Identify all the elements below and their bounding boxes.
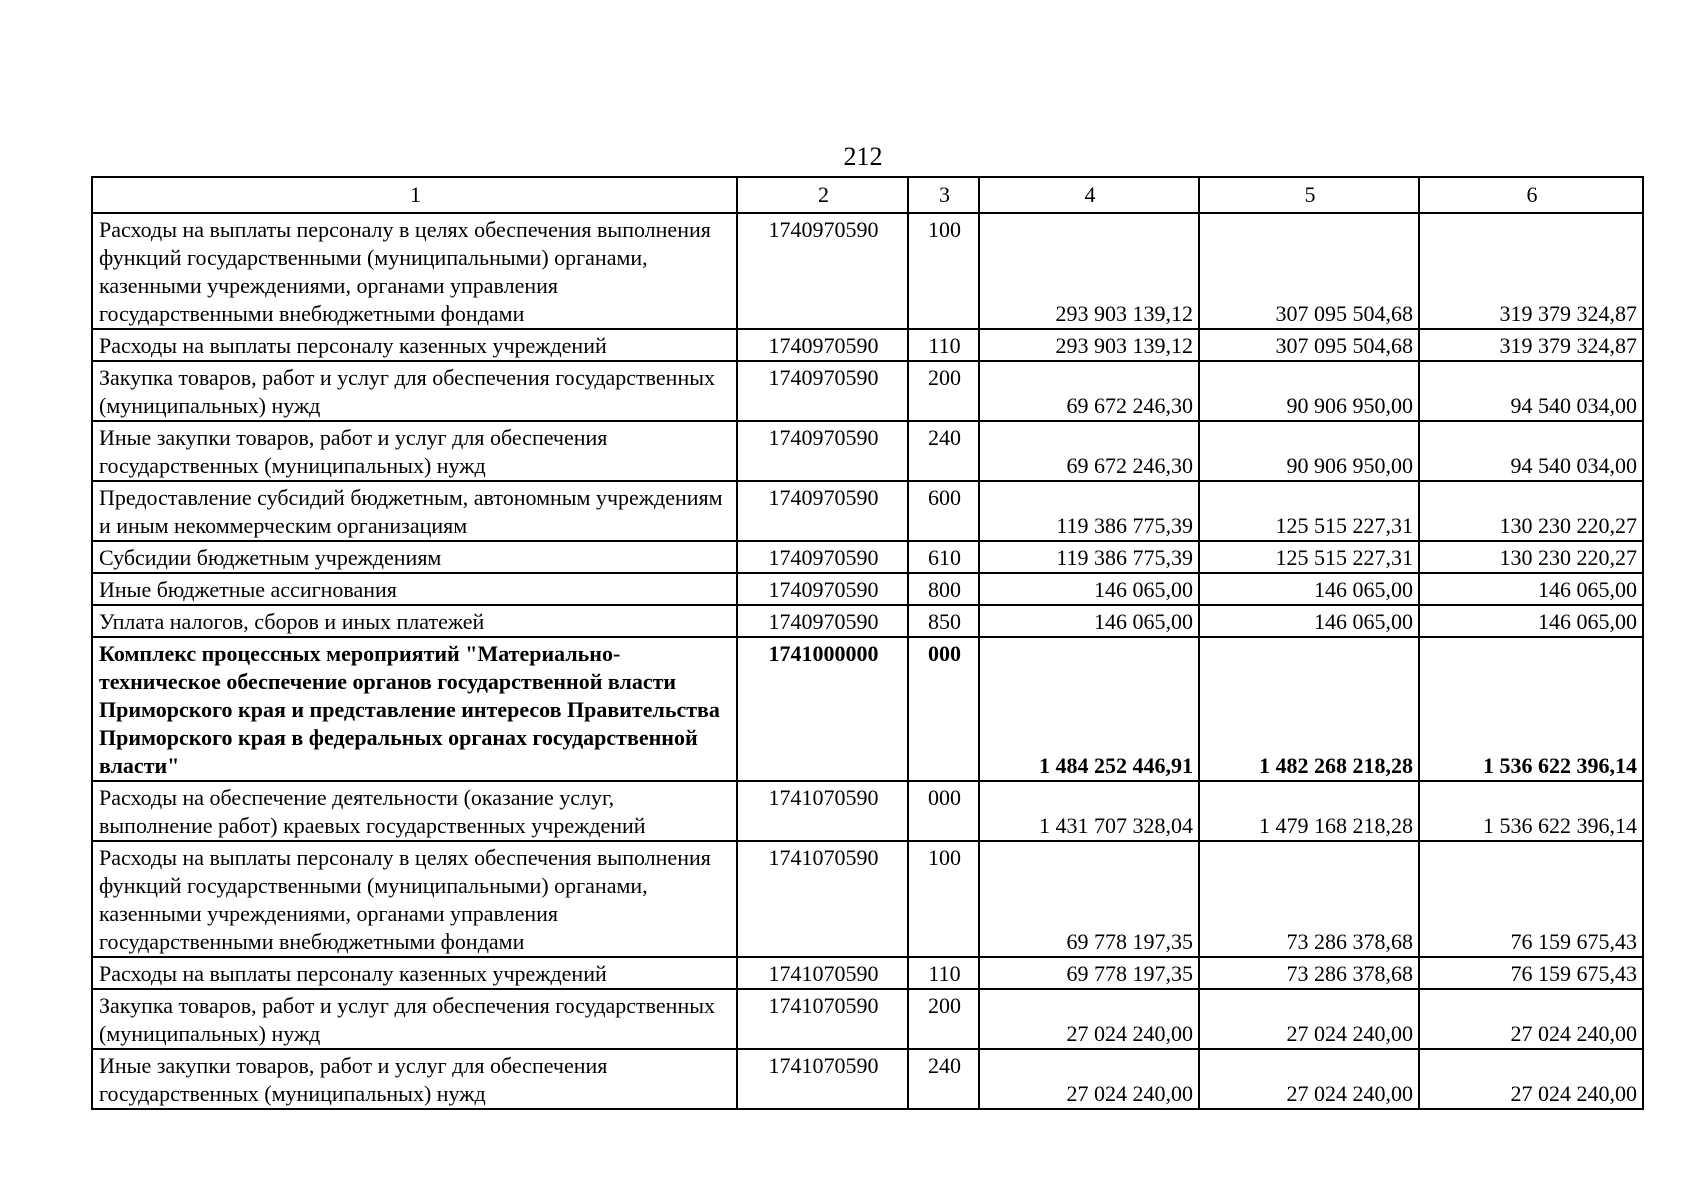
table-row — [92, 213, 1643, 329]
header-cell: 6 — [1419, 177, 1643, 213]
row-value-col4-cell: 119 386 775,39 — [979, 541, 1199, 573]
row-name-cell: Расходы на выплаты персоналу казенных учреждений — [92, 957, 737, 989]
table-row — [92, 421, 1643, 481]
row-value-col6-cell: 76 159 675,43 — [1419, 841, 1643, 957]
row-kvr-cell: 240 — [908, 421, 979, 481]
row-name-cell: Расходы на выплаты персоналу казенных учреждений — [92, 329, 737, 361]
row-value-col5-cell: 307 095 504,68 — [1199, 213, 1419, 329]
row-name-cell: Закупка товаров, работ и услуг для обеспечения государственных (муниципальных) нужд — [92, 989, 737, 1049]
row-value-col5-cell: 73 286 378,68 — [1199, 841, 1419, 957]
row-value-col4-cell: 146 065,00 — [979, 605, 1199, 637]
row-kvr-cell: 000 — [908, 637, 979, 781]
row-value-col4-cell: 1 484 252 446,91 — [979, 637, 1199, 781]
header-cell: 3 — [908, 177, 979, 213]
row-value-col5-cell: 146 065,00 — [1199, 605, 1419, 637]
row-name-cell: Иные бюджетные ассигнования — [92, 573, 737, 605]
row-code-cell: 1741070590 — [737, 781, 908, 841]
row-value-col6-cell: 76 159 675,43 — [1419, 957, 1643, 989]
row-value-col5-cell: 90 906 950,00 — [1199, 421, 1419, 481]
row-kvr-cell: 000 — [908, 781, 979, 841]
table-header-row — [92, 177, 1643, 213]
row-value-col5-cell: 125 515 227,31 — [1199, 481, 1419, 541]
row-code-cell: 1741070590 — [737, 989, 908, 1049]
row-kvr-cell: 800 — [908, 573, 979, 605]
row-name-cell: Расходы на выплаты персоналу в целях обеспечения выполнения функций государственными (муниципальными) органами, казенными учреждениями, органами управления государственными внебюджетными фондами — [92, 841, 737, 957]
row-name-cell: Расходы на выплаты персоналу в целях обеспечения выполнения функций государственными (муниципальными) органами, казенными учреждениями, органами управления государственными внебюджетными фондами — [92, 213, 737, 329]
row-name-cell: Закупка товаров, работ и услуг для обеспечения государственных (муниципальных) нужд — [92, 361, 737, 421]
row-value-col4-cell: 69 672 246,30 — [979, 361, 1199, 421]
row-kvr-cell: 110 — [908, 329, 979, 361]
row-code-cell: 1740970590 — [737, 481, 908, 541]
table-row — [92, 361, 1643, 421]
row-code-cell: 1740970590 — [737, 213, 908, 329]
header-cell: 1 — [92, 177, 737, 213]
table-body — [92, 177, 1643, 1109]
row-value-col5-cell: 27 024 240,00 — [1199, 989, 1419, 1049]
row-kvr-cell: 100 — [908, 213, 979, 329]
row-value-col5-cell: 125 515 227,31 — [1199, 541, 1419, 573]
row-kvr-cell: 600 — [908, 481, 979, 541]
row-value-col6-cell: 146 065,00 — [1419, 605, 1643, 637]
table-row — [92, 605, 1643, 637]
row-value-col4-cell: 27 024 240,00 — [979, 989, 1199, 1049]
row-value-col4-cell: 69 778 197,35 — [979, 957, 1199, 989]
row-name-cell: Расходы на обеспечение деятельности (оказание услуг, выполнение работ) краевых государственных учреждений — [92, 781, 737, 841]
row-kvr-cell: 240 — [908, 1049, 979, 1109]
row-kvr-cell: 850 — [908, 605, 979, 637]
row-value-col5-cell: 90 906 950,00 — [1199, 361, 1419, 421]
row-value-col4-cell: 293 903 139,12 — [979, 329, 1199, 361]
row-code-cell: 1741070590 — [737, 957, 908, 989]
row-code-cell: 1741000000 — [737, 637, 908, 781]
row-name-cell: Уплата налогов, сборов и иных платежей — [92, 605, 737, 637]
row-value-col6-cell: 27 024 240,00 — [1419, 989, 1643, 1049]
row-name-cell: Комплекс процессных мероприятий "Материально-техническое обеспечение органов государственной власти Приморского края и представление интересов Правительства Приморского края в федеральных органах государственной власти" — [92, 637, 737, 781]
table-row — [92, 481, 1643, 541]
row-value-col6-cell: 94 540 034,00 — [1419, 361, 1643, 421]
row-value-col6-cell: 27 024 240,00 — [1419, 1049, 1643, 1109]
row-kvr-cell: 200 — [908, 361, 979, 421]
row-value-col5-cell: 1 482 268 218,28 — [1199, 637, 1419, 781]
row-name-cell: Предоставление субсидий бюджетным, автономным учреждениям и иным некоммерческим организациям — [92, 481, 737, 541]
row-value-col6-cell: 1 536 622 396,14 — [1419, 781, 1643, 841]
row-value-col5-cell: 1 479 168 218,28 — [1199, 781, 1419, 841]
table-row — [92, 329, 1643, 361]
row-value-col5-cell: 27 024 240,00 — [1199, 1049, 1419, 1109]
row-code-cell: 1740970590 — [737, 329, 908, 361]
row-value-col6-cell: 130 230 220,27 — [1419, 541, 1643, 573]
row-value-col5-cell: 307 095 504,68 — [1199, 329, 1419, 361]
table-row — [92, 573, 1643, 605]
row-code-cell: 1740970590 — [737, 605, 908, 637]
table-row — [92, 1049, 1643, 1109]
budget-table — [91, 176, 1644, 1110]
row-code-cell: 1741070590 — [737, 1049, 908, 1109]
table-row — [92, 781, 1643, 841]
table-row — [92, 541, 1643, 573]
row-value-col4-cell: 293 903 139,12 — [979, 213, 1199, 329]
row-value-col5-cell: 146 065,00 — [1199, 573, 1419, 605]
row-kvr-cell: 200 — [908, 989, 979, 1049]
row-value-col6-cell: 146 065,00 — [1419, 573, 1643, 605]
row-value-col4-cell: 69 778 197,35 — [979, 841, 1199, 957]
row-code-cell: 1740970590 — [737, 573, 908, 605]
row-value-col4-cell: 146 065,00 — [979, 573, 1199, 605]
row-name-cell: Субсидии бюджетным учреждениям — [92, 541, 737, 573]
row-value-col6-cell: 94 540 034,00 — [1419, 421, 1643, 481]
row-name-cell: Иные закупки товаров, работ и услуг для обеспечения государственных (муниципальных) нужд — [92, 1049, 737, 1109]
table-row — [92, 637, 1643, 781]
row-kvr-cell: 110 — [908, 957, 979, 989]
row-value-col4-cell: 1 431 707 328,04 — [979, 781, 1199, 841]
header-cell: 4 — [979, 177, 1199, 213]
row-value-col4-cell: 119 386 775,39 — [979, 481, 1199, 541]
row-value-col4-cell: 27 024 240,00 — [979, 1049, 1199, 1109]
page-number: 212 — [843, 142, 883, 171]
table-row — [92, 989, 1643, 1049]
row-code-cell: 1740970590 — [737, 421, 908, 481]
row-value-col6-cell: 130 230 220,27 — [1419, 481, 1643, 541]
table-row — [92, 957, 1643, 989]
header-cell: 5 — [1199, 177, 1419, 213]
row-name-cell: Иные закупки товаров, работ и услуг для обеспечения государственных (муниципальных) нужд — [92, 421, 737, 481]
row-kvr-cell: 100 — [908, 841, 979, 957]
row-value-col5-cell: 73 286 378,68 — [1199, 957, 1419, 989]
row-code-cell: 1741070590 — [737, 841, 908, 957]
row-value-col4-cell: 69 672 246,30 — [979, 421, 1199, 481]
row-kvr-cell: 610 — [908, 541, 979, 573]
row-code-cell: 1740970590 — [737, 361, 908, 421]
header-cell: 2 — [737, 177, 908, 213]
table-row — [92, 841, 1643, 957]
row-code-cell: 1740970590 — [737, 541, 908, 573]
row-value-col6-cell: 1 536 622 396,14 — [1419, 637, 1643, 781]
row-value-col6-cell: 319 379 324,87 — [1419, 213, 1643, 329]
row-value-col6-cell: 319 379 324,87 — [1419, 329, 1643, 361]
